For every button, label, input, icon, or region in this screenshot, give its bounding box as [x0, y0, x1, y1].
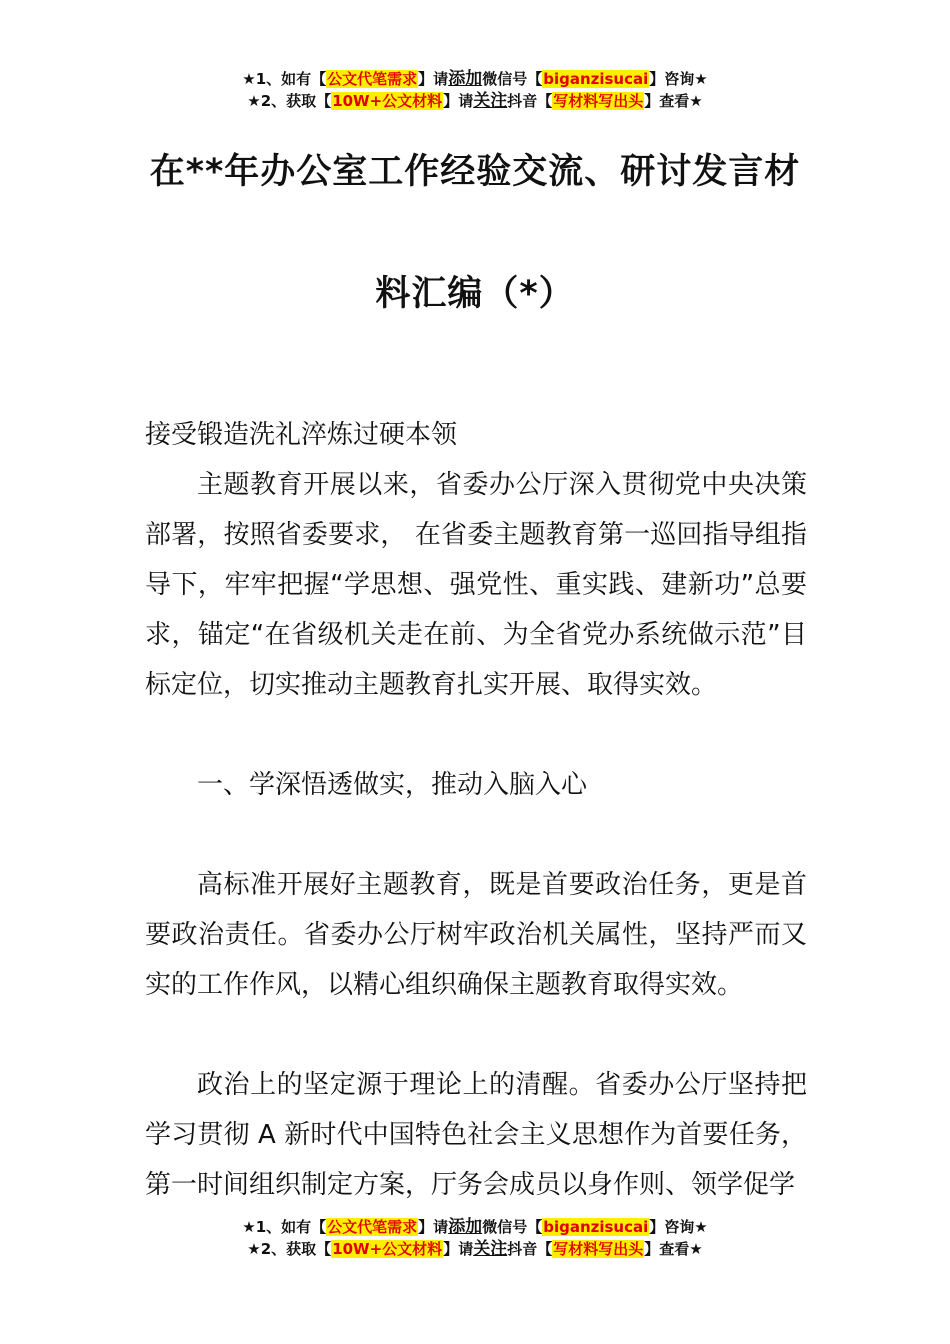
banner-text: 2、获取【 — [260, 1240, 332, 1258]
emphasis-text: 添加 — [448, 1217, 483, 1237]
highlight-text: 10W+公文材料 — [332, 92, 443, 110]
paragraph: 政治上的坚定源于理论上的清醒。省委办公厅坚持把学习贯彻 A 新时代中国特色社会主义思想作为首要任务，第一时间组织制定方案，厅务会成员以身作则、领学促学 — [145, 1070, 807, 1200]
footer-banner — [0, 1216, 950, 1260]
star-icon: ★ — [694, 1218, 708, 1236]
paragraph: 主题教育开展以来，省委办公厅深入贯彻党中央决策部署，按照省委要求， 在省委主题教育第一巡回指导组指导下，牢牢把握“学思想、强党性、重实践、建新功”总要求，锚定“在省级机关走在前、为全省党办系统做示范”目标定位，切实推动主题教育扎实开展、取得实效。 — [145, 470, 807, 700]
star-icon: ★ — [694, 70, 708, 88]
emphasis-text: 关注 — [473, 1239, 508, 1259]
banner-line-2 — [0, 1238, 950, 1260]
star-icon: ★ — [242, 70, 256, 88]
banner-text: 】请 — [418, 70, 449, 88]
star-icon: ★ — [242, 1218, 256, 1236]
banner-text: 】咨询 — [649, 1218, 695, 1236]
document-title-line-2: 料汇编（*） — [375, 274, 575, 314]
highlight-text: 写材料写出头 — [553, 1240, 644, 1258]
banner-text: 】查看 — [644, 1240, 690, 1258]
highlight-text: 10W+公文材料 — [332, 1240, 443, 1258]
star-icon: ★ — [689, 1240, 703, 1258]
header-banner — [0, 68, 950, 112]
banner-text: 抖音【 — [507, 1240, 553, 1258]
banner-text: 1、如有【 — [255, 70, 327, 88]
highlight-text: 公文代笔需求 — [327, 1218, 418, 1236]
highlight-text: 公文代笔需求 — [327, 70, 418, 88]
paragraph: 高标准开展好主题教育，既是首要政治任务，更是首要政治责任。省委办公厅树牢政治机关属性，坚持严而又实的工作作风，以精心组织确保主题教育取得实效。 — [145, 870, 807, 1000]
banner-text: 微信号【 — [482, 70, 543, 88]
banner-line-1 — [0, 1216, 950, 1238]
section-heading: 一、学深悟透做实，推动入脑入心 — [197, 770, 588, 800]
star-icon: ★ — [247, 1240, 261, 1258]
banner-text: 2、获取【 — [260, 92, 332, 110]
banner-text: 】咨询 — [649, 70, 695, 88]
banner-text: 】请 — [418, 1218, 449, 1236]
star-icon: ★ — [689, 92, 703, 110]
emphasis-text: 关注 — [473, 91, 508, 111]
banner-text: 】查看 — [644, 92, 690, 110]
banner-text: 微信号【 — [482, 1218, 543, 1236]
banner-line-1 — [0, 68, 950, 90]
highlight-text: biganzisucai — [543, 70, 649, 88]
banner-text: 抖音【 — [507, 92, 553, 110]
banner-text: 1、如有【 — [255, 1218, 327, 1236]
highlight-text: biganzisucai — [543, 1218, 649, 1236]
document-title-line-1: 在**年办公室工作经验交流、研讨发言材 — [149, 152, 801, 192]
highlight-text: 写材料写出头 — [553, 92, 644, 110]
document-body — [145, 410, 807, 1210]
banner-text: 】请 — [443, 92, 474, 110]
star-icon: ★ — [247, 92, 261, 110]
banner-text: 】请 — [443, 1240, 474, 1258]
section-subtitle: 接受锻造洗礼淬炼过硬本领 — [145, 420, 458, 450]
banner-line-2 — [0, 90, 950, 112]
emphasis-text: 添加 — [448, 69, 483, 89]
